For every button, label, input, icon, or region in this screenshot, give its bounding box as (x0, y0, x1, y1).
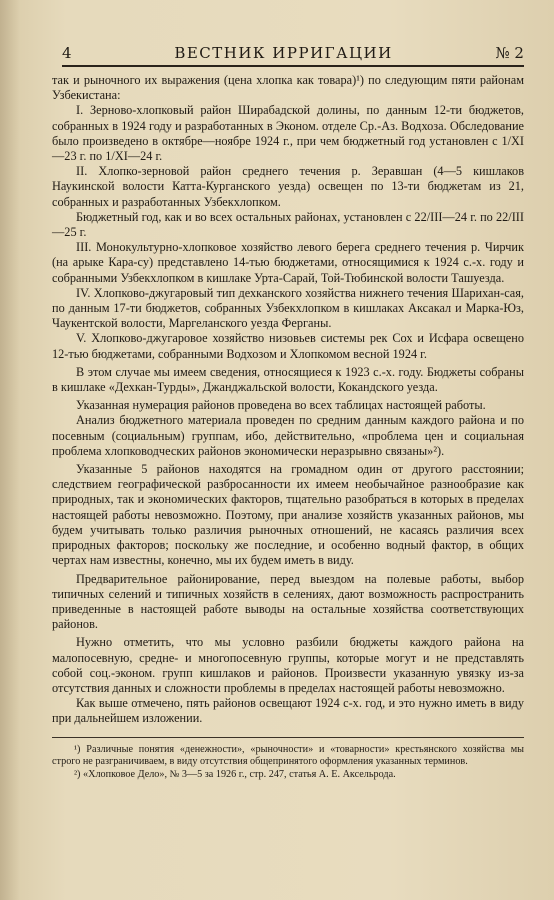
paragraph: IV. Хлопково-джугаровый тип дехканского хозяйства нижнего течения Шарихан-сая, по данным 17-ти бюджетов, собранных Узбекхлопком в кишлаках Аксакал и Марка-Юз, Чаукентской волости, Маргеланского уезда Ферганы. (52, 285, 524, 331)
paragraph: Как выше отмечено, пять районов освещают 1924 с-х. год, и это нужно иметь в виду при дальнейшем изложении. (52, 696, 524, 726)
paragraph: I. Зерново-хлопковый район Ширабадской долины, по данным 12-ти бюджетов, собранных в 1924 году и разработанных в Эконом. отделе Ср.-Аз. Водхоза. Обследование было произведено в октябре—ноябре 1924 г., при чем бюджетный год установлен с 1/XI—23 г. по 1/XI—24 г. (52, 103, 524, 164)
footnotes (52, 737, 524, 782)
paragraph: Указанные 5 районов находятся на громадном один от другого расстоянии; следствием географической разбросанности их имеем необычайное разнообразие как природных, так и экономических факторов, тщательно разобраться в которых в пределах настоящей работы невозможно. Поэтому, при анализе хозяйств указанных районов, мы будем учитывать только различия рыночных отношений, не касаясь различия всех природных факторов; поскольку же последние, и особенно водный фактор, в общих чертах нам известны, конечно, мы их будем иметь в виду. (52, 462, 524, 568)
issue-number: № 2 (495, 44, 524, 62)
paragraph: II. Хлопко-зерновой район среднего течения р. Зеравшан (4—5 кишлаков Наукинской волости Катта-Курганского уезда) освещен по 13-ти бюджетам из 21, собранных и разработанных Узбекхлопком. (52, 164, 524, 209)
running-header (62, 44, 524, 67)
paragraph: III. Монокультурно-хлопковое хозяйство левого берега среднего течения р. Чирчик (на арыке Кара-су) представлено 14-тью бюджетами, относящимися к 1924 с.-х. году и собранными Узбекхлопком в кишлаке Урта-Сарай, Той-Тюбинской волости Ташуезда. (52, 240, 524, 285)
paragraph: V. Хлопково-джугаровое хозяйство низовьев системы рек Сох и Исфара освещено 12-тью бюджетами, собранными Водхозом и Хлопкомом весной 1924 г. (52, 331, 524, 361)
paragraph: В этом случае мы имеем сведения, относящиеся к 1923 с.-х. году. Бюджеты собраны в кишлаке «Дехкан-Турды», Джанджальской волости, Кокандского уезда. (52, 364, 524, 395)
footnote: ¹) Различные понятия «денежности», «рыночности» и «товарности» крестьянского хозяйства мы строго не разграничиваем, в виду отсутствия общепринятого оформления указанных терминов. (52, 743, 524, 768)
page-number: 4 (62, 44, 72, 62)
footnote: ²) «Хлопковое Дело», № 3—5 за 1926 г., стр. 247, статья А. Е. Аксельрода. (74, 768, 396, 780)
paragraph: Предварительное районирование, перед выездом на полевые работы, выбор типичных селений и типичных хозяйств в селениях, дают возможность распространить приведенные в настоящей работе выводы на остальные хозяйства соответствующих районов. (52, 571, 524, 632)
paragraph: Нужно отметить, что мы условно разбили бюджеты каждого района на малопосевную, средне- и многопосевную группы, которые могут и не представлять собой соц.-эконом. групп кишлаков и районов. Произвести указанную увязку из-за отсутствия данных и сложности проблемы в пределах настоящей работы невозможно. (52, 635, 524, 695)
paragraph: так и рыночного их выражения (цена хлопка как товара)¹) по следующим пяти районам Узбекистана: (52, 73, 524, 103)
article-body (52, 73, 524, 727)
paragraph: Указанная нумерация районов проведена во всех таблицах настоящей работы. (76, 398, 486, 413)
page-fold-shadow (0, 0, 20, 900)
paragraph: Бюджетный год, как и во всех остальных районах, установлен с 22/III—24 г. по 22/III—25 г. (52, 209, 524, 240)
journal-title: ВЕСТНИК ИРРИГАЦИИ (174, 44, 393, 62)
paragraph: Анализ бюджетного материала проведен по средним данным каждого района и по посевным (социальным) группам, ибо, действительно, «проблема цен и социальная проблема хлопководческих районов экономически неразрывно связаны»²). (52, 413, 524, 458)
